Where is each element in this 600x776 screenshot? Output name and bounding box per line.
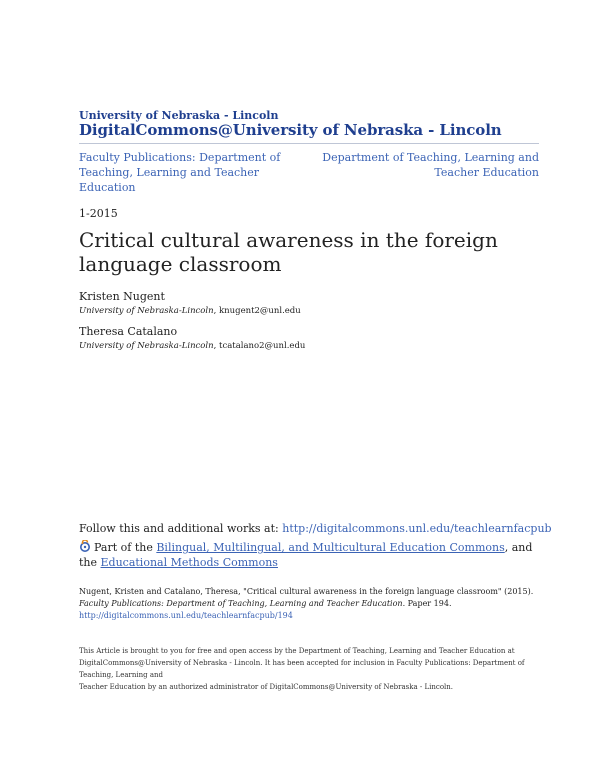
author-name: Kristen Nugent	[79, 290, 165, 303]
access-note	[79, 645, 539, 693]
author-affiliation	[79, 306, 301, 316]
discipline-link-bilingual-education[interactable]: Bilingual, Multilingual, and Multicultural Education Commons	[156, 541, 505, 554]
note-line-3: Teacher Education by an authorized administrator of DigitalCommons@University of Nebraska - Lincoln.	[79, 683, 454, 691]
collection-link-faculty-publications[interactable]: Faculty Publications: Department of Teaching, Learning and Teacher Education	[79, 151, 281, 194]
author-name: Theresa Catalano	[79, 325, 178, 338]
citation-url-link[interactable]: http://digitalcommons.unl.edu/teachlearnfacpub/194	[79, 611, 293, 620]
open-access-icon	[79, 540, 91, 552]
part-of-prefix: Part of the	[94, 541, 157, 554]
header-divider	[79, 143, 539, 144]
citation-text: Nugent, Kristen and Catalano, Theresa, "Critical cultural awareness in the foreign language classroom" (2015).	[79, 587, 534, 596]
collection-link-department[interactable]: Department of Teaching, Learning and Teacher Education	[322, 151, 539, 179]
repository-link[interactable]: DigitalCommons@University of Nebraska - Lincoln	[79, 121, 502, 139]
author-email[interactable]: , tcatalano2@unl.edu	[213, 341, 306, 351]
publication-date: 1-2015	[79, 207, 118, 220]
citation-series: Faculty Publications: Department of Teaching, Learning and Teacher Education.	[79, 599, 406, 608]
discipline-link-educational-methods[interactable]: Educational Methods Commons	[100, 556, 278, 569]
follow-works-line	[79, 522, 552, 535]
citation-paper: Paper 194.	[405, 599, 452, 608]
affiliation-text: University of Nebraska-Lincoln	[79, 306, 214, 316]
follow-label: Follow this and additional works at:	[79, 522, 283, 535]
follow-works-link[interactable]: http://digitalcommons.unl.edu/teachlearnfacpub	[282, 522, 552, 535]
institution-link[interactable]: University of Nebraska - Lincoln	[79, 109, 279, 122]
author-email[interactable]: , knugent2@unl.edu	[213, 306, 301, 316]
part-of-line	[79, 540, 539, 570]
citation-block	[79, 586, 539, 622]
affiliation-text: University of Nebraska-Lincoln	[79, 341, 214, 351]
part-of-middle: , and the	[79, 541, 533, 569]
note-line-2: DigitalCommons@University of Nebraska - Lincoln. It has been accepted for inclusion in Faculty Publications: Department of Teaching, Learning and	[79, 659, 525, 679]
article-title: Critical cultural awareness in the foreign language classroom	[79, 228, 498, 276]
author-affiliation	[79, 341, 305, 351]
note-line-1: This Article is brought to you for free and open access by the Department of Teaching, Learning and Teacher Education at	[79, 647, 515, 655]
